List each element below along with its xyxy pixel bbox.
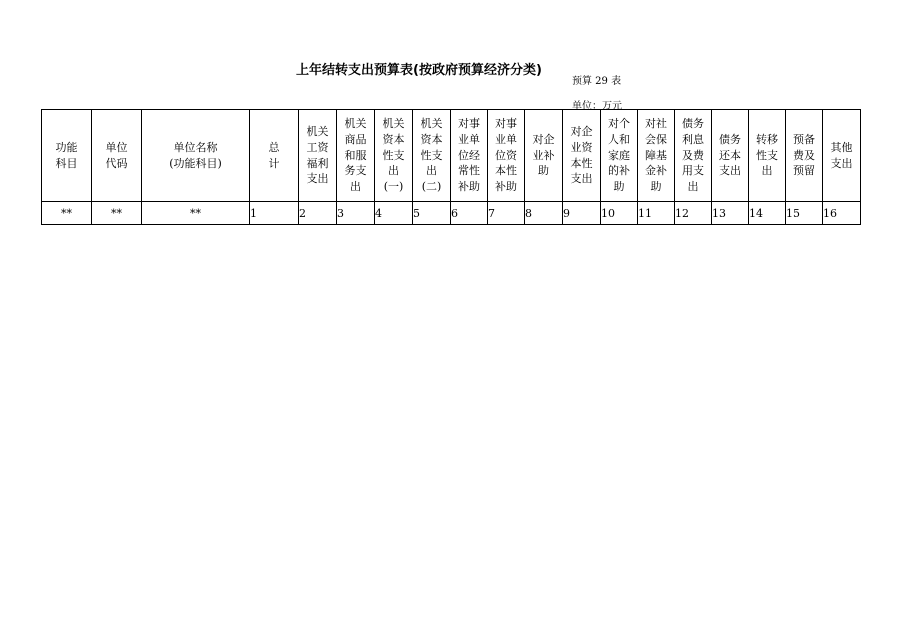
table-cell: 3 — [337, 202, 375, 225]
table-cell: 8 — [525, 202, 563, 225]
header-cell: 对事业单位经常性补助 — [451, 110, 488, 202]
unit-label: 单位：万元 — [572, 101, 622, 112]
table-cell: 4 — [375, 202, 413, 225]
table-cell: 5 — [413, 202, 451, 225]
table-cell: 16 — [823, 202, 861, 225]
table-cell: ** — [42, 202, 92, 225]
table-cell: 13 — [712, 202, 749, 225]
header-cell: 对社会保障基金补助 — [638, 110, 675, 202]
table-cell: 2 — [299, 202, 337, 225]
header-cell: 总计 — [250, 110, 299, 202]
header-cell: 债务利息及费用支出 — [675, 110, 712, 202]
header-cell: 债务还本支出 — [712, 110, 749, 202]
header-cell: 转移性支出 — [749, 110, 786, 202]
table-cell: 7 — [488, 202, 525, 225]
header-cell: 机关资本性支出(一) — [375, 110, 413, 202]
form-number: 预算 29 表 — [572, 76, 622, 87]
header-cell: 机关资本性支出(二) — [413, 110, 451, 202]
header-cell: 其他支出 — [823, 110, 861, 202]
table-cell: 9 — [563, 202, 601, 225]
table-cell: 14 — [749, 202, 786, 225]
table-cell: 6 — [451, 202, 488, 225]
header-cell: 单位代码 — [92, 110, 142, 202]
header-cell: 机关商品和服务支出 — [337, 110, 375, 202]
table-row — [42, 202, 861, 225]
header-cell: 对企业资本性支出 — [563, 110, 601, 202]
table-cell: ** — [142, 202, 250, 225]
header-cell: 对个人和家庭的补助 — [601, 110, 638, 202]
header-cell: 预备费及预留 — [786, 110, 823, 202]
table-cell: 10 — [601, 202, 638, 225]
header-cell: 对企业补助 — [525, 110, 563, 202]
header-row — [42, 110, 861, 202]
table-cell: ** — [92, 202, 142, 225]
header-cell: 单位名称(功能科目) — [142, 110, 250, 202]
table-cell: 15 — [786, 202, 823, 225]
table-cell: 12 — [675, 202, 712, 225]
header-cell: 机关工资福利支出 — [299, 110, 337, 202]
header-cell: 功能科目 — [42, 110, 92, 202]
page-title: 上年结转支出预算表(按政府预算经济分类) — [296, 63, 542, 78]
budget-table — [41, 109, 861, 225]
header-cell: 对事业单位资本性补助 — [488, 110, 525, 202]
table-cell: 11 — [638, 202, 675, 225]
table-cell: 1 — [250, 202, 299, 225]
